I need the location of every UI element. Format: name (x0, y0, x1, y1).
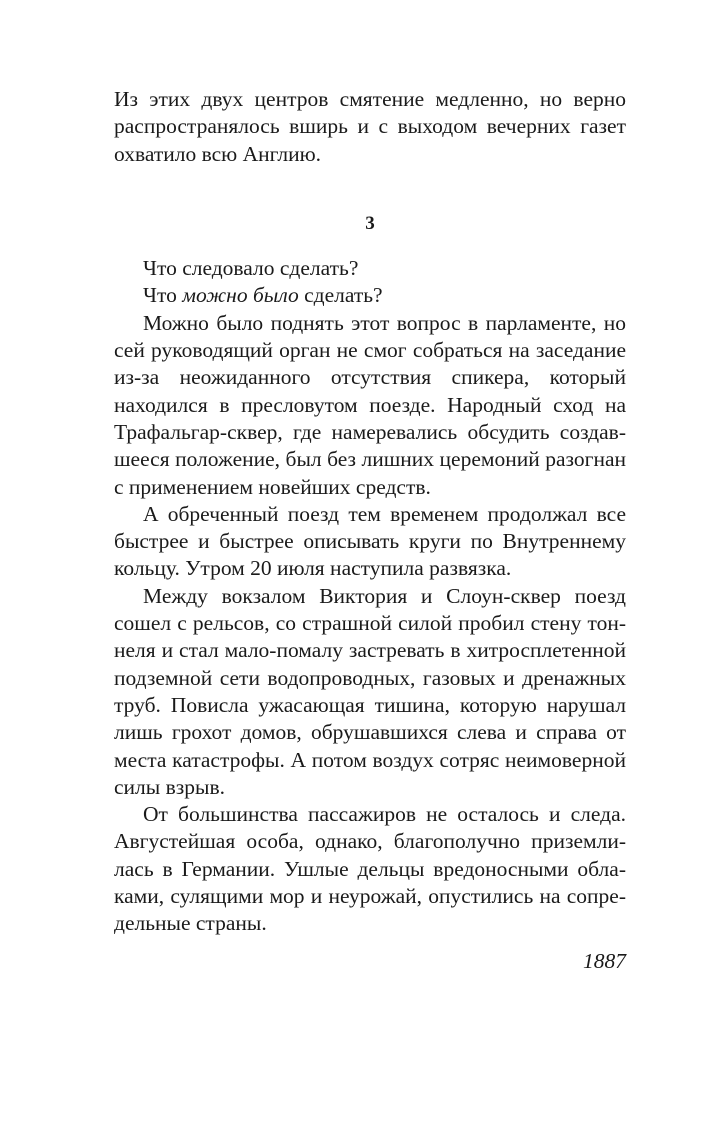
question-2-emphasis: можно было (182, 283, 299, 308)
page-body (114, 86, 626, 975)
question-2-end: сделать? (298, 283, 383, 308)
year-date: 1887 (583, 948, 626, 973)
paragraph-derailment: Между вокзалом Виктория и Слоун-сквер поезд сошел с рельсов, со страшной силой пробил стену тоннеля и стал мало-помалу застревать в хитросплетенной подземной сети водопроводных, газовых и дренажных труб. Повисла ужасающая тишина, которую нарушал лишь грохот домов, обрушавшихся слева и справа от места катастрофы. А потом воздух сотряс неимоверной силы взрыв. (114, 583, 626, 799)
paragraph-question-1: Что следовало сделать? (143, 256, 359, 281)
paragraph-parliament: Можно было поднять этот вопрос в парламенте, но сей руководящий орган не смог собраться на заседание из-за неожиданного отсутствия спикера, который находился в пресловутом поезде. Народный сход на Трафальгар-сквер, где намеревались обсудить создавшееся положение, был без лишних церемоний разогнан с применением новейших средств. (114, 310, 626, 499)
question-2-start: Что (143, 283, 183, 308)
paragraph-train: А обреченный поезд тем временем продолжал все быстрее и быстрее описывать круги по Внутреннему кольцу. Утром 20 июля наступила развязка. (114, 501, 626, 581)
paragraph-question-2 (114, 282, 626, 309)
paragraph-aftermath: От большинства пассажиров не осталось и следа. Августейшая особа, однако, благополучно приземлилась в Германии. Ушлые дельцы вредоносными облаками, сулящими мор и неурожай, опустились на сопредельные страны. (114, 802, 626, 936)
paragraph-intro: Из этих двух центров смятение медленно, но верно распространялось вширь и с выходом вечерних газет охватило всю Англию. (114, 87, 626, 166)
section-number: 3 (365, 212, 375, 234)
